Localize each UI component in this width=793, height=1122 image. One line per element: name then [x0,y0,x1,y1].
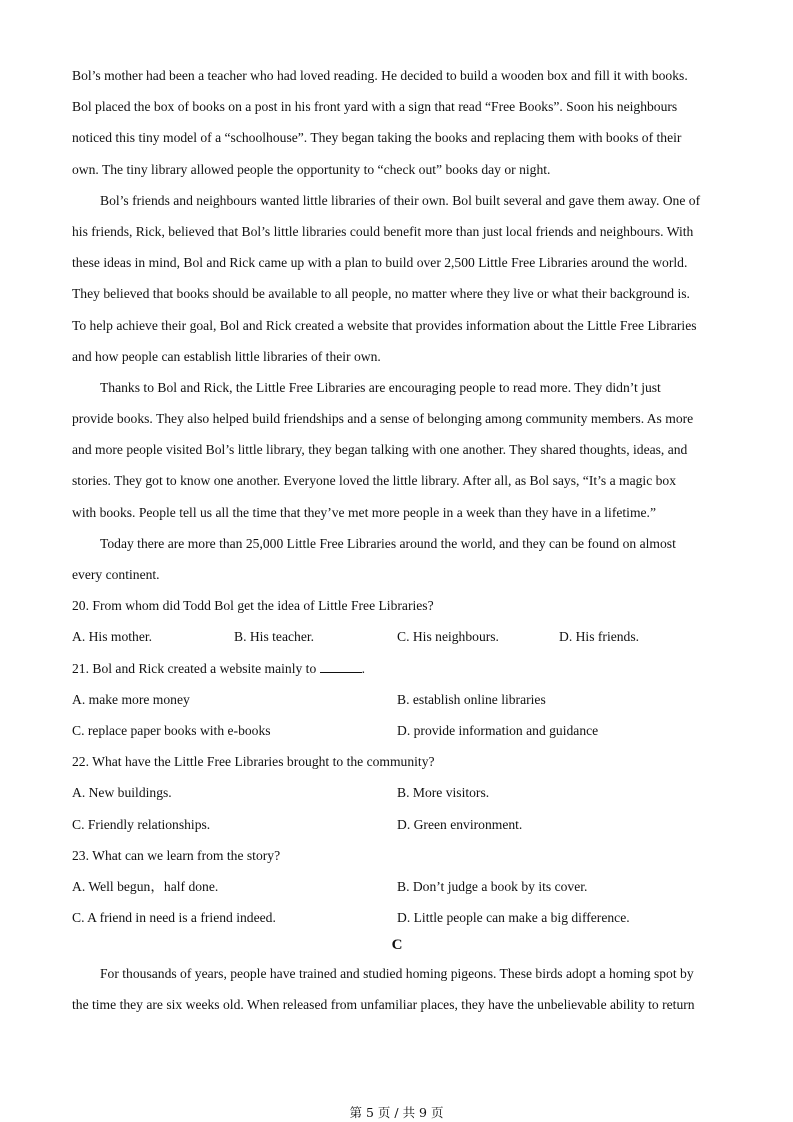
option-b: B. His teacher. [234,629,315,645]
option-row [72,809,722,840]
question-stem: 20. From whom did Todd Bol get the idea of Little Free Libraries? [72,598,434,614]
option-c: C. Friendly relationships. [72,816,211,832]
text-line: For thousands of years, people have trained and studied homing pigeons. These birds adopt a homing spot by [100,966,694,982]
option-c: C. A friend in need is a friend indeed. [72,910,276,926]
answer-blank [320,658,362,673]
option-c: C. replace paper books with e-books [72,722,271,738]
option-a: A. His mother. [72,629,153,645]
text-line: Thanks to Bol and Rick, the Little Free Libraries are encouraging people to read more. They didn’t just [100,379,661,395]
paragraph-4 [72,528,722,590]
question-20 [72,590,722,652]
option-a: A. make more money [72,691,190,707]
option-b: B. Don’t judge a book by its cover. [397,878,588,894]
option-row [72,684,722,715]
option-d: D. Little people can make a big difference. [397,910,630,926]
text-line: these ideas in mind, Bol and Rick came up with a plan to build over 2,500 Little Free Libraries around the world. [72,255,688,271]
question-stem-end: . [361,660,366,676]
question-22 [72,746,722,840]
paragraph-3 [72,372,722,528]
text-line: Bol’s mother had been a teacher who had loved reading. He decided to build a wooden box and fill it with books. [72,68,688,83]
text-line: the time they are six weeks old. When released from unfamiliar places, they have the unbelievable ability to return [72,997,695,1013]
text-line: Bol placed the box of books on a post in his front yard with a sign that read “Free Books”. Soon his neighbours [72,99,678,115]
text-line: To help achieve their goal, Bol and Rick created a website that provides information about the Little Free Libraries [72,317,697,333]
page-number: 第 5 页 / 共 9 页 [349,1105,444,1120]
option-row [72,777,722,808]
section-c-paragraph [72,958,722,1020]
option-d: D. His friends. [559,629,640,645]
section-heading: C [391,937,403,954]
question-stem-text: 21. Bol and Rick created a website mainly to [72,660,320,676]
option-b: B. More visitors. [397,785,490,801]
option-row [72,902,722,933]
question-stem [72,653,722,684]
question-21 [72,653,722,747]
paragraph-1 [72,60,722,185]
text-line: his friends, Rick, believed that Bol’s little libraries could benefit more than just local friends and neighbours. With [72,223,694,239]
paragraph-2 [72,185,722,372]
option-d: D. provide information and guidance [397,722,599,738]
text-line: and how people can establish little libraries of their own. [72,348,381,364]
option-b: B. establish online libraries [397,691,546,707]
option-row [72,715,722,746]
option-d: D. Green environment. [397,816,523,832]
text-line: every continent. [72,567,160,582]
text-line: and more people visited Bol’s little library, they began talking with one another. They shared thoughts, ideas, and [72,442,688,458]
text-line: Today there are more than 25,000 Little Free Libraries around the world, and they can be found on almost [100,535,676,551]
text-line: own. The tiny library allowed people the opportunity to “check out” books day or night. [72,161,551,177]
option-c: C. His neighbours. [397,629,499,645]
text-line: They believed that books should be available to all people, no matter where they live or what their background is. [72,286,690,302]
text-line: noticed this tiny model of a “schoolhouse”. They began taking the books and replacing them with books of their [72,130,682,146]
text-line: stories. They got to know one another. Everyone loved the little library. After all, as Bol says, “It’s a magic box [72,473,677,489]
document-page [72,60,722,1021]
question-23 [72,840,722,934]
option-row [72,871,722,902]
question-stem: 23. What can we learn from the story? [72,847,281,863]
text-line: provide books. They also helped build friendships and a sense of belonging among community members. As more [72,411,694,427]
option-a: A. Well begun，half done. [72,878,219,894]
text-line: with books. People tell us all the time that they’ve met more people in a week than they have in a lifetime.” [72,504,656,520]
question-stem: 22. What have the Little Free Libraries brought to the community? [72,754,435,770]
option-a: A. New buildings. [72,785,172,801]
option-row [72,621,722,652]
text-line: Bol’s friends and neighbours wanted little libraries of their own. Bol built several and gave them away. One of [100,192,701,208]
